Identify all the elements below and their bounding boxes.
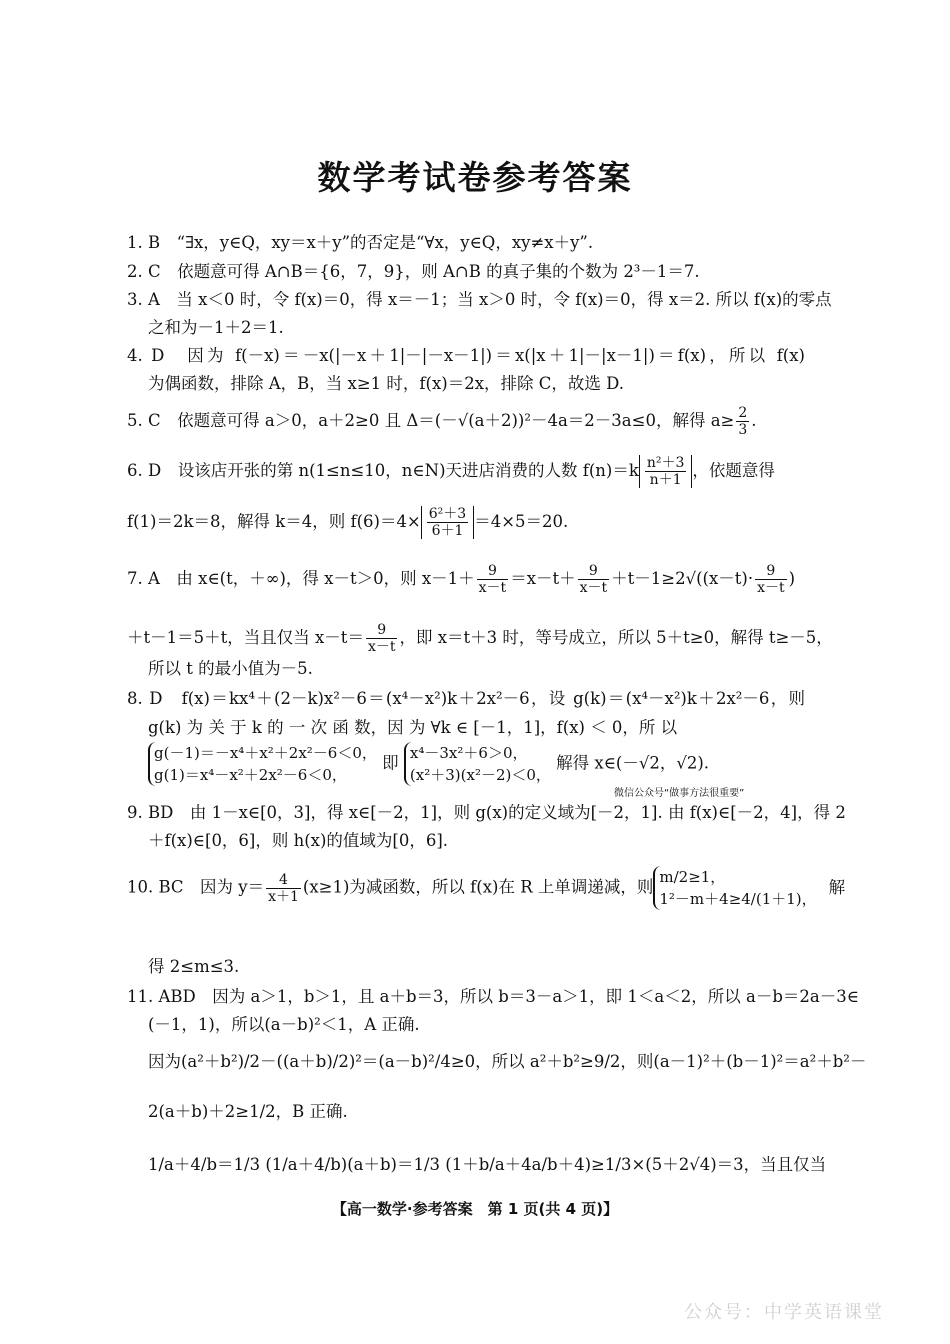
answer-6b-text: f(1)＝2k＝8，解得 k＝4，则 f(6)＝4× xyxy=(127,512,421,531)
answer-8-line-1: 8. D f(x)＝kx⁴＋(2－k)x²－6＝(x⁴－x²)k＋2x²－6，设 g(k)＝(x⁴－x²)k＋2x²－6，则 xyxy=(127,689,805,708)
answer-4-line-1: 4. D 因为 f(－x)＝－x(|－x＋1|－|－x－1|)＝x(|x＋1|－|x－1|)＝f(x)，所以 f(x) xyxy=(127,346,805,365)
answer-2: 2. C 依题意可得 A∩B＝{6，7，9}，则 A∩B 的真子集的个数为 2³－1＝7. xyxy=(127,262,700,281)
answer-10-line-2: 得 2≤m≤3. xyxy=(148,957,240,976)
answer-10-mid: (x≥1)为减函数，所以 f(x)在 R 上单调递减，则 xyxy=(302,877,654,897)
answer-8-end: 解得 x∈(－√2，√2). xyxy=(556,753,710,773)
answer-6-fraction: $\frac{\text{n²＋3}}{n+1}$ xyxy=(646,455,685,488)
answer-7-line-3: 所以 t 的最小值为－5. xyxy=(148,659,313,678)
answer-7-line-2 xyxy=(127,622,833,655)
answer-11-line-2: (－1，1)，所以(a－b)²＜1，A 正确. xyxy=(148,1015,420,1034)
answer-7b-tail: ，即 x＝t＋3 时，等号成立，所以 5＋t≥0，解得 t≥－5， xyxy=(399,628,833,647)
answer-6-line-1 xyxy=(127,455,827,488)
answer-10 xyxy=(127,866,846,910)
answer-11-line-3: 因为(a²＋b²)/2－((a＋b)/2)²＝(a－b)²/4≥0，所以 a²＋b²≥9/2，则(a－1)²＋(b－1)²＝a²＋b²－ xyxy=(148,1052,867,1071)
answer-8-system-2: x⁴－3x²＋6＞0， (x²＋3)(x²－2)＜0， xyxy=(404,742,551,786)
answer-11-line-5: 1/a＋4/b＝1/3 (1/a＋4/b)(a＋b)＝1/3 (1＋b/a＋4a/b＋4)≥1/3×(5＋2√4)＝3，当且仅当 xyxy=(148,1155,827,1174)
answer-3-line-1: 3. A 当 x＜0 时，令 f(x)＝0，得 x＝－1；当 x＞0 时，令 f(x)＝0，得 x＝2. 所以 f(x)的零点 xyxy=(127,290,832,309)
answer-7-fraction-a: $\frac{9}{x-t}$ xyxy=(478,563,507,596)
answer-6b-fraction: $\frac{\text{6²＋3}}{6+1}$ xyxy=(428,506,467,539)
answer-6-tail: ，依题意得 xyxy=(692,461,775,480)
answer-3-line-2: 之和为－1＋2＝1. xyxy=(148,318,284,337)
page-footer: 【高一数学·参考答案 第 1 页(共 4 页)】 xyxy=(331,1200,619,1218)
page-title: 数学考试卷参考答案 xyxy=(317,158,633,197)
answer-7-mid2: ＋t－1≥2√((x－t)· xyxy=(611,569,754,588)
answer-10-system: m/2≥1， 1²－m＋4≥4/(1＋1)， xyxy=(653,866,816,910)
answer-7-fraction-b: $\frac{9}{x-t}$ xyxy=(579,563,608,596)
answer-5-text: 5. C 依题意可得 a＞0，a＋2≥0 且 Δ＝(－√(a＋2))²－4a＝2－3a≤0，解得 a≥ xyxy=(127,411,735,430)
answer-7b-fraction: $\frac{9}{x-t}$ xyxy=(367,622,396,655)
answer-4-line-2: 为偶函数，排除 A，B，当 x≥1 时，f(x)＝2x，排除 C，故选 D. xyxy=(148,374,624,393)
answer-6b-tail: ＝4×5＝20. xyxy=(474,512,569,531)
answer-7-mid: ＝x－t＋ xyxy=(510,569,576,588)
answer-5-fraction: $\frac{2}{3}$ xyxy=(738,405,748,438)
answer-11-line-4: 2(a＋b)＋2≥1/2，B 正确. xyxy=(148,1102,348,1121)
answer-10-fraction: $\frac{4}{x+1}$ xyxy=(268,871,299,905)
answer-9-line-2: ＋f(x)∈[0，6]，则 h(x)的值域为[0，6]. xyxy=(148,831,449,850)
watermark: 公众号：中学英语课堂 xyxy=(684,1302,884,1323)
answer-5: 5. C 依题意可得 a＞0，a＋2≥0 且 Δ＝(－√(a＋2))²－4a＝2－3a≤0，解得 a≥ $\frac{2}{3}$ . xyxy=(127,405,757,438)
answer-7-end: ) xyxy=(788,569,796,588)
answer-7-line-1 xyxy=(127,563,827,596)
answer-7-fraction-c: $\frac{9}{x-t}$ xyxy=(757,563,785,596)
answer-10-text: 10. BC 因为 y＝ xyxy=(127,877,265,897)
answer-8-system-1: g(－1)＝－x⁴＋x²＋2x²－6＜0， g(1)＝x⁴－x²＋2x²－6＜0， xyxy=(148,742,377,786)
answer-9-line-1: 9. BD 由 1－x∈[0，3]，得 x∈[－2，1]，则 g(x)的定义域为[－2，1]. 由 f(x)∈[－2，4]，得 2 xyxy=(127,803,846,822)
answer-1: 1. B “∃x，y∈Q，xy＝x＋y”的否定是“∀x，y∈Q，xy≠x＋y”. xyxy=(127,233,594,252)
answer-8-line-2: g(k) 为 关 于 k 的 一 次 函 数，因 为 ∀k ∈ [－1，1]，f(x) ＜ 0，所 以 xyxy=(148,718,678,737)
answer-8-note: 微信公众号“做事方法很重要” xyxy=(614,788,745,799)
answer-8-ji: 即 xyxy=(382,753,399,773)
answer-7b-text: ＋t－1＝5＋t，当且仅当 x－t＝ xyxy=(127,628,364,647)
answer-10-jie: 解 xyxy=(828,877,846,897)
answer-6-line-2 xyxy=(127,506,827,539)
answer-7-text: 7. A 由 x∈(t，＋∞)，得 x－t＞0，则 x－1＋ xyxy=(127,569,475,588)
answer-6-text: 6. D 设该店开张的第 n(1≤n≤10，n∈N)天进店消费的人数 f(n)＝k xyxy=(127,461,639,480)
answer-11-line-1: 11. ABD 因为 a＞1，b＞1，且 a＋b＝3，所以 b＝3－a＞1，即 1＜a＜2，所以 a－b＝2a－3∈ xyxy=(127,987,859,1006)
answer-8-systems xyxy=(148,742,848,786)
